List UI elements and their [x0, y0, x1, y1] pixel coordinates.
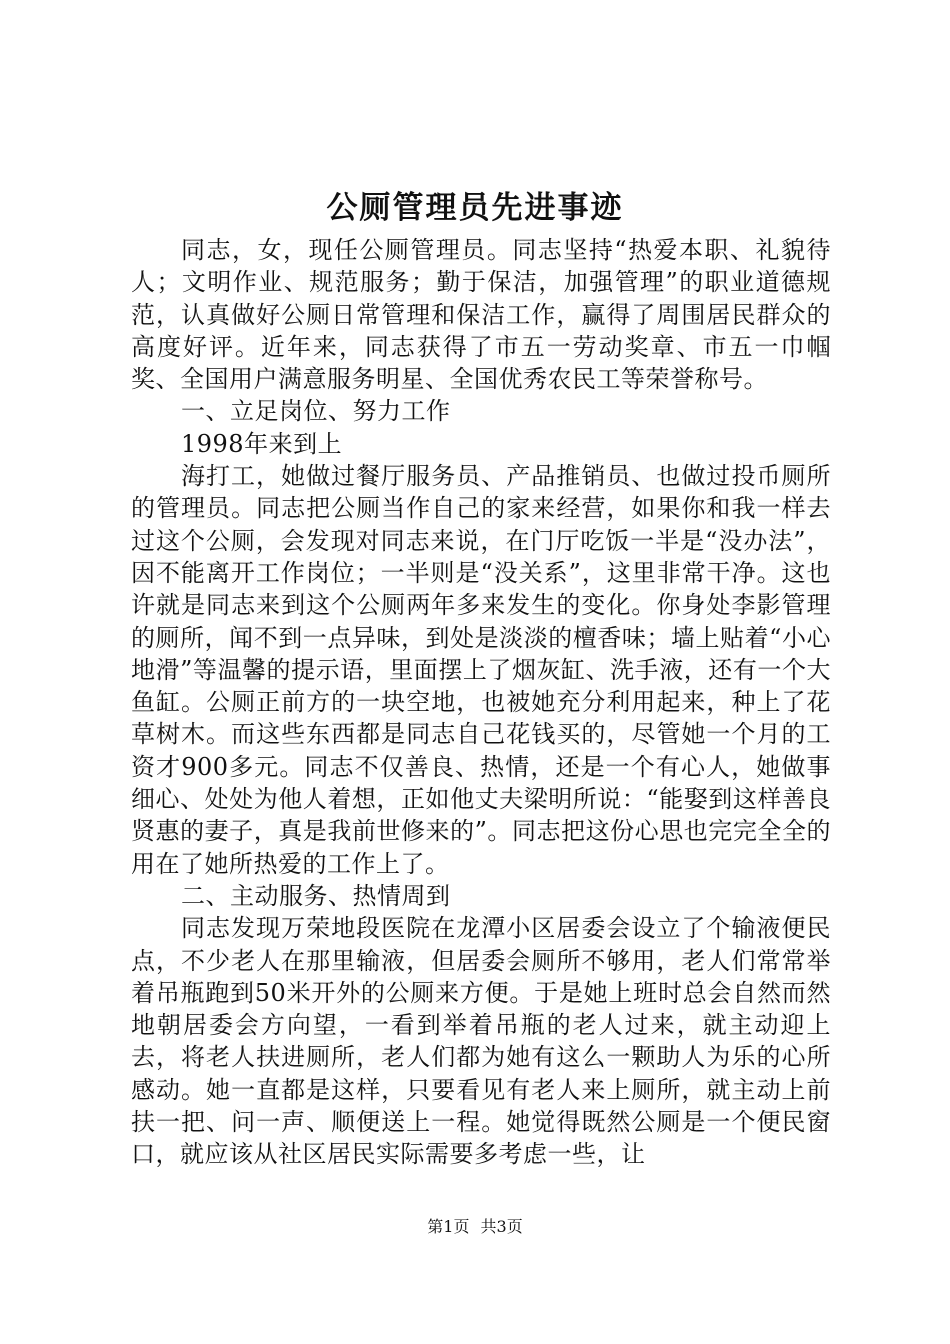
section-heading-2: 二、主动服务、热情周到 — [181, 881, 451, 910]
page-footer — [0, 1216, 950, 1238]
paragraph-section-2: 同志发现万荣地段医院在龙潭小区居委会设立了个输液便民点，不少老人在那里输液，但居委会厕所不够用，老人们常常举着吊瓶跑到50米开外的公厕来方便。于是她上班时总会自然而然地朝居委会方向望，一看到举着吊瓶的老人过来，就主动迎上去，将老人扶进厕所，老人们都为她有这么一颗助人为乐的心所感动。她一直都是这样，只要看见有老人来上厕所，就主动上前扶一把、问一声、顺便送上一程。她觉得既然公厕是一个便民窗口，就应该从社区居民实际需要多考虑一些，让 — [131, 914, 831, 1169]
page-total: 共3页 — [480, 1217, 523, 1236]
section-heading-1: 一、立足岗位、努力工作 — [181, 397, 451, 426]
paragraph-fragment: 1998年来到上 — [181, 429, 343, 458]
paragraph-section-1: 海打工，她做过餐厅服务员、产品推销员、也做过投币厕所的管理员。同志把公厕当作自己的家来经营，如果你和我一样去过这个公厕，会发现对同志来说，在门厅吃饭一半是“没办法”，因不能离开工作岗位；一半则是“没关系”，这里非常干净。这也许就是同志来到这个公厕两年多来发生的变化。你身处李影管理的厕所，闻不到一点异味，到处是淡淡的檀香味；墙上贴着“小心地滑”等温馨的提示语，里面摆上了烟灰缸、洗手液，还有一个大鱼缸。公厕正前方的一块空地，也被她充分利用起来，种上了花草树木。而这些东西都是同志自己花钱买的，尽管她一个月的工资才900多元。同志不仅善良、热情，还是一个有心人，她做事细心、处处为他人着想，正如他丈夫梁明所说：“能娶到这样善良贤惠的妻子，真是我前世修来的”。同志把这份心思也完完全全的用在了她所热爱的工作上了。 — [131, 462, 831, 878]
document-title: 公厕管理员先进事迹 — [326, 190, 624, 226]
document-body — [131, 234, 831, 1171]
paragraph-intro: 同志，女，现任公厕管理员。同志坚持“热爱本职、礼貌待人；文明作业、规范服务；勤于保洁，加强管理”的职业道德规范，认真做好公厕日常管理和保洁工作，赢得了周围居民群众的高度好评。近年来，同志获得了市五一劳动奖章、市五一巾帼奖、全国用户满意服务明星、全国优秀农民工等荣誉称号。 — [131, 236, 831, 394]
page-number: 第1页 — [427, 1217, 470, 1236]
